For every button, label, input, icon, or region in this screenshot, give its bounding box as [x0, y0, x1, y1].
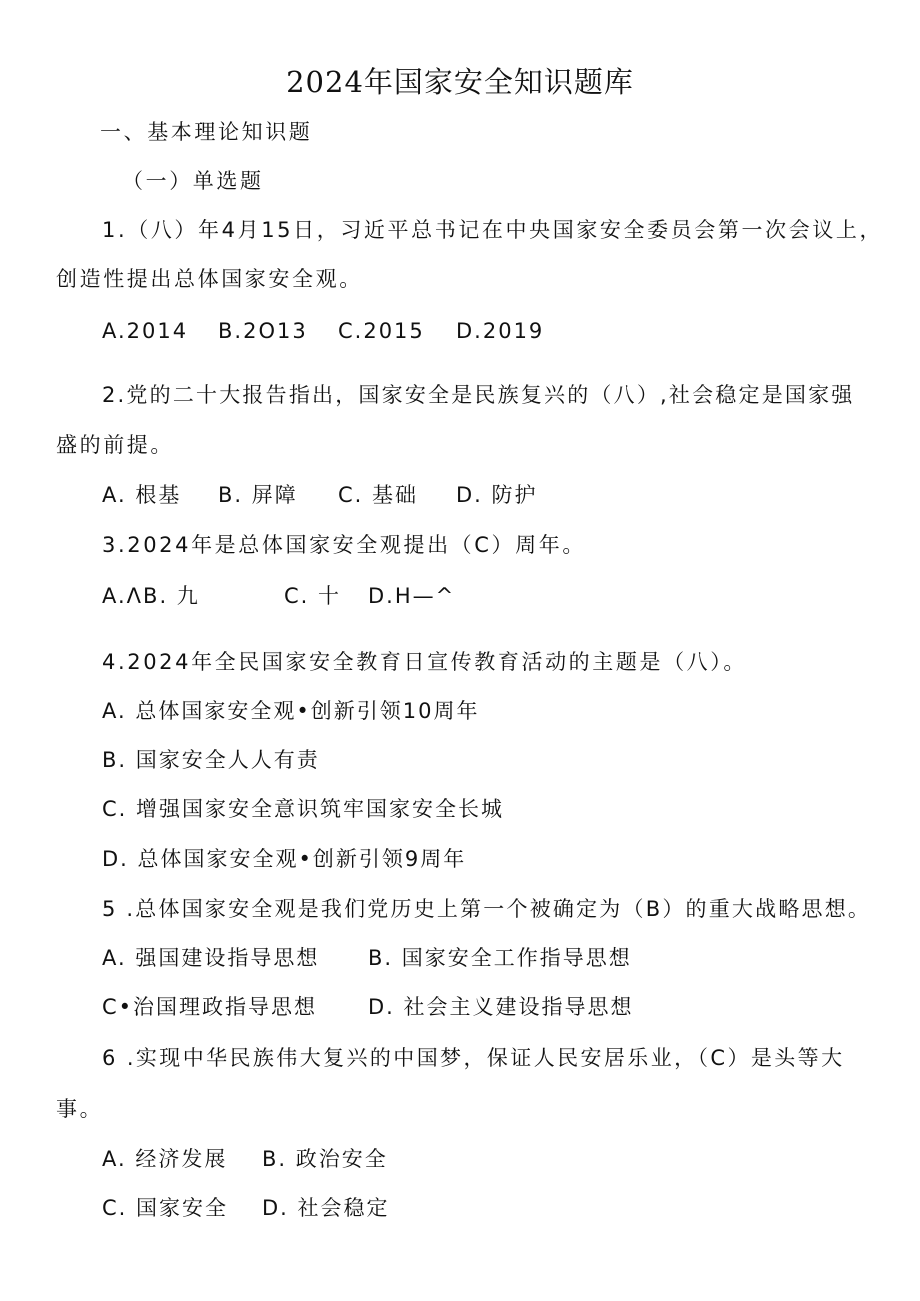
subsection-heading: （一）单选题 — [122, 169, 264, 193]
question-1-option-b: B.2O13 — [218, 319, 308, 343]
question-5-option-b: B. 国家安全工作指导思想 — [368, 946, 632, 970]
question-3-option-c: C. 十 — [284, 584, 342, 608]
section-heading: 一、基本理论知识题 — [100, 120, 313, 144]
question-1-line-1: 1.（八）年4月15日，习近平总书记在中央国家安全委员会第一次会议上， — [102, 218, 884, 242]
question-4-option-c: C. 增强国家安全意识筑牢国家安全长城 — [102, 797, 505, 821]
question-3-option-ab: A.ΛB. 九 — [102, 584, 200, 608]
question-1-line-2: 创造性提出总体国家安全观。 — [56, 267, 363, 291]
question-3-line-1: 3.2024年是总体国家安全观提出（C）周年。 — [102, 533, 586, 557]
question-3-option-d: D.H—^ — [368, 584, 456, 608]
question-6-option-a: A. 经济发展 — [102, 1147, 228, 1171]
question-6-option-d: D. 社会稳定 — [262, 1196, 390, 1220]
document-title: 2024年国家安全知识题库 — [286, 65, 634, 99]
question-1-option-d: D.2019 — [456, 319, 545, 343]
question-4-line-1: 4.2024年全民国家安全教育日宣传教育活动的主题是（八）。 — [102, 650, 747, 674]
question-2-option-b: B. 屏障 — [218, 483, 298, 507]
question-2-option-d: D. 防护 — [456, 483, 538, 507]
question-6-option-b: B. 政治安全 — [262, 1147, 388, 1171]
question-1-option-c: C.2015 — [338, 319, 425, 343]
question-6-line-2: 事。 — [56, 1097, 104, 1121]
question-5-line-1: 5 .总体国家安全观是我们党历史上第一个被确定为（B）的重大战略思想。 — [102, 897, 872, 921]
question-4-option-a: A. 总体国家安全观•创新引领10周年 — [102, 699, 480, 723]
question-6-line-1: 6 .实现中华民族伟大复兴的中国梦，保证人民安居乐业，（C）是头等大 — [102, 1046, 845, 1070]
question-2-option-c: C. 基础 — [338, 483, 419, 507]
question-4-option-b: B. 国家安全人人有责 — [102, 748, 320, 772]
question-1-option-a: A.2014 — [102, 319, 189, 343]
question-5-option-c: C•治国理政指导思想 — [102, 995, 318, 1019]
question-6-option-c: C. 国家安全 — [102, 1196, 229, 1220]
question-2-option-a: A. 根基 — [102, 483, 182, 507]
question-2-line-1: 2.党的二十大报告指出，国家安全是民族复兴的（八）,社会稳定是国家强 — [102, 383, 855, 407]
question-5-option-a: A. 强国建设指导思想 — [102, 946, 320, 970]
question-5-option-d: D. 社会主义建设指导思想 — [368, 995, 634, 1019]
question-4-option-d: D. 总体国家安全观•创新引领9周年 — [102, 847, 467, 871]
question-2-line-2: 盛的前提。 — [56, 433, 174, 457]
